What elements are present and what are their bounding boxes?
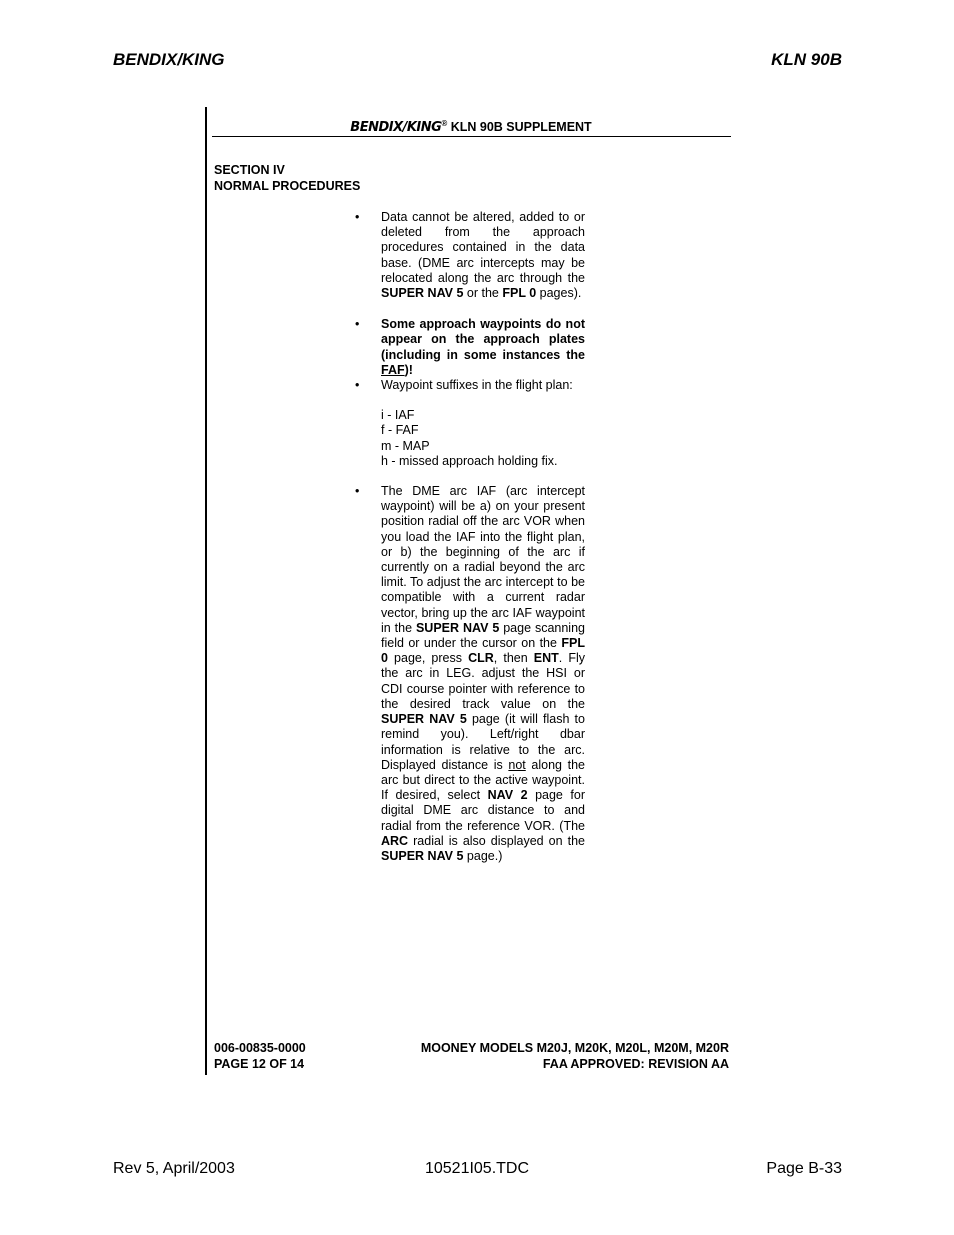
bullet-icon: • xyxy=(355,484,360,499)
key-text: SUPER NAV 5 xyxy=(381,286,464,301)
header-right: KLN 90B xyxy=(771,50,842,69)
text: page, press xyxy=(387,651,469,666)
header-left: BENDIX/KING xyxy=(113,50,225,69)
key-text: CLR xyxy=(468,651,494,666)
models: MOONEY MODELS M20J, M20K, M20L, M20M, M20R xyxy=(420,1041,729,1055)
suffix-item: m - MAP xyxy=(381,438,430,453)
text: , then xyxy=(493,651,534,666)
key-text: ENT xyxy=(533,651,559,666)
brand-logo: BENDIX/KING xyxy=(350,120,442,136)
key-text: FPL 0 xyxy=(502,286,537,301)
revision-date: Rev 5, April/2003 xyxy=(113,1160,235,1177)
list-item xyxy=(355,484,585,864)
text: or the xyxy=(463,286,503,301)
approval: FAA APPROVED: REVISION AA xyxy=(542,1057,729,1071)
text: page.) xyxy=(463,848,503,863)
text: along the arc but direct to the active waypoint. If desired, select xyxy=(381,757,585,803)
text: page scanning field or under the cursor on the xyxy=(381,620,585,651)
key-text: FPL 0 xyxy=(381,636,585,666)
bullet-icon: • xyxy=(355,317,360,332)
list-item xyxy=(355,210,585,301)
margin-rule xyxy=(205,107,207,1075)
file-name: 10521I05.TDC xyxy=(424,1160,530,1177)
text: radial is also displayed on the xyxy=(408,833,585,848)
key-text: NAV 2 xyxy=(487,788,528,803)
text: Some approach waypoints do not appear on the approach plates (including in some instances the xyxy=(381,317,585,362)
inner-footer-right xyxy=(380,1040,729,1072)
list-item xyxy=(355,378,585,393)
suffix-item: f - FAF xyxy=(381,423,419,438)
text: page (it will flash to remind you). Left/right dbar information is relative to the arc. Displayed distance is xyxy=(381,712,585,772)
text: pages). xyxy=(536,286,582,301)
text: The DME arc IAF (arc intercept waypoint) will be a) on your present position radial off the arc VOR when you load the IAF into the flight plan, or b) the beginning of the arc if currently on a radial beyond the arc limit. To adjust the arc intercept to be compatible with a current radar vector, bring up the arc IAF waypoint in the xyxy=(381,484,585,635)
list-item xyxy=(355,317,585,378)
procedure-list xyxy=(355,210,585,864)
underlined-text: FAF xyxy=(381,362,405,377)
doc-number: 006-00835-0000 xyxy=(214,1041,306,1055)
bullet-icon: • xyxy=(355,210,360,224)
underlined-text: not xyxy=(508,757,526,772)
key-text: ARC xyxy=(381,833,409,848)
inner-footer-left xyxy=(214,1040,306,1072)
text: . Fly the arc in LEG. adjust the HSI or CDI course pointer with reference to the desired track value on the xyxy=(381,651,586,711)
page-number: Page B-33 xyxy=(766,1160,842,1177)
text: Waypoint suffixes in the flight plan: xyxy=(381,378,573,393)
inner-page-number: PAGE 12 OF 14 xyxy=(214,1057,305,1071)
supplement-title-text: KLN 90B SUPPLEMENT xyxy=(450,120,592,135)
key-text: SUPER NAV 5 xyxy=(415,620,500,635)
suffix-item: i - IAF xyxy=(381,408,415,423)
text: page for digital DME arc distance to and radial from the reference VOR. (The xyxy=(381,788,585,833)
key-text: SUPER NAV 5 xyxy=(381,848,464,863)
suffix-item: h - missed approach holding fix. xyxy=(381,453,558,468)
text: Data cannot be altered, added to or deleted from the approach procedures contained in the data base. (DME arc intercepts may be relocated along the arc through the xyxy=(381,210,585,285)
reg-mark: ® xyxy=(441,119,448,128)
section-heading xyxy=(214,162,360,194)
suffix-list xyxy=(355,408,585,469)
supplement-title xyxy=(212,119,730,135)
bullet-icon: • xyxy=(355,378,360,393)
title-rule xyxy=(212,136,731,137)
text: )! xyxy=(404,362,413,377)
key-text: SUPER NAV 5 xyxy=(381,712,467,727)
section-name: NORMAL PROCEDURES xyxy=(214,179,361,193)
section-number: SECTION IV xyxy=(214,163,285,177)
